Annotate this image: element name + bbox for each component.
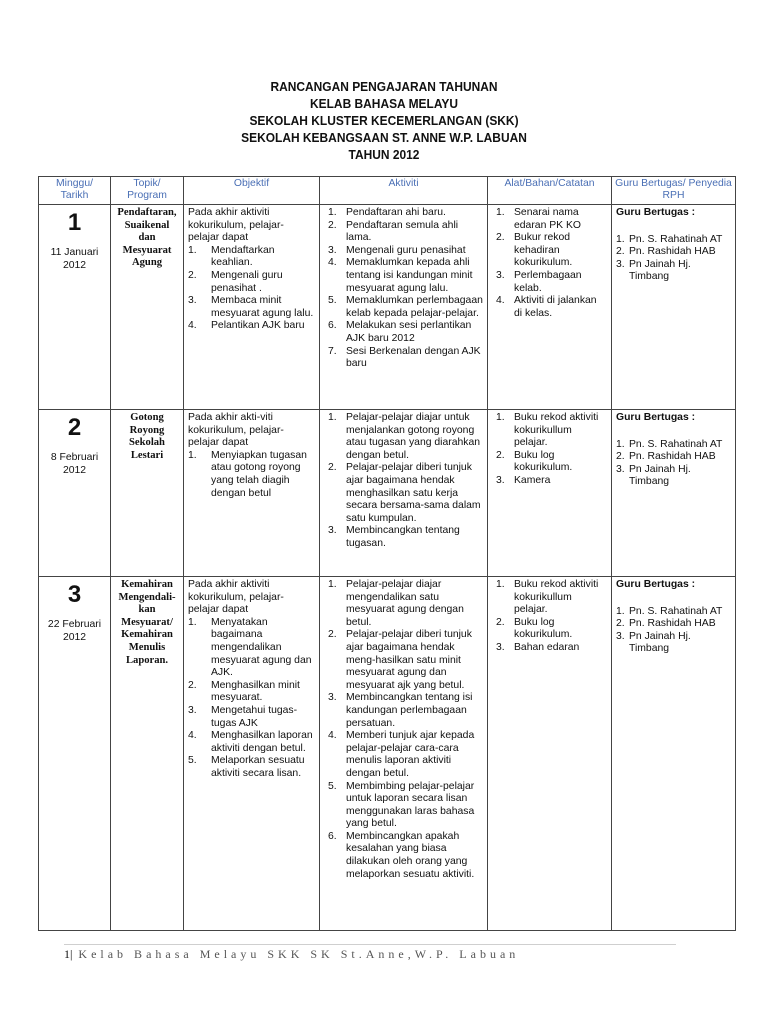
header-objektif: Objektif [184, 177, 320, 205]
title-line-2: KELAB BAHASA MELAYU [310, 96, 458, 111]
list-item [324, 692, 483, 730]
list-item [616, 439, 731, 452]
header-minggu: Minggu/ Tarikh [39, 177, 111, 205]
header-aktiviti: Aktiviti [320, 177, 488, 205]
list-item [324, 462, 483, 525]
item-text: Mengenali guru penasihat [346, 244, 466, 256]
table-row [39, 205, 736, 410]
item-number: 3. [188, 295, 197, 307]
list-item [616, 246, 731, 259]
item-number: 1. [496, 579, 505, 590]
objective-cell [184, 205, 320, 410]
mat-list [492, 579, 607, 655]
item-text: Memaklumkan perlembagaan kelab kepada pelajar-pelajar. [346, 295, 483, 319]
act-list [324, 579, 483, 881]
item-number: 1. [616, 438, 625, 450]
item-text: Menyatakan bagaimana mengendalikan mesyuarat agung dan AJK. [211, 616, 312, 679]
list-item [492, 207, 607, 232]
obj-list [188, 617, 315, 781]
item-number: 1. [328, 579, 337, 590]
item-number: 3. [496, 641, 505, 653]
item-text: Membaca minit mesyuarat agung lalu. [211, 295, 314, 319]
item-number: 5. [188, 755, 197, 767]
item-number: 2. [328, 629, 337, 641]
item-text: Pelajar-pelajar diajar mengendalikan satu mesyuarat agung dengan betul. [346, 579, 464, 628]
item-number: 4. [188, 320, 197, 332]
list-item [324, 257, 483, 295]
week-number: 2 [67, 414, 82, 441]
item-text: Perlembagaan kelab. [514, 269, 582, 294]
teacher-label: Guru Bertugas : [616, 412, 696, 423]
item-number: 2. [328, 219, 337, 231]
table-header-row [39, 177, 736, 205]
list-item [324, 346, 483, 371]
list-item [492, 295, 607, 320]
list-item [616, 451, 731, 464]
item-number: 3. [496, 269, 505, 281]
week-date: 22 Februari 2012 [47, 619, 102, 643]
list-item [616, 631, 731, 656]
teacher-cell [612, 410, 736, 577]
item-number: 2. [188, 269, 197, 281]
list-item [324, 730, 483, 780]
item-text: Pn Jainah Hj. Timbang [629, 630, 691, 655]
objective-intro: Pada akhir aktiviti kokurikulum, pelajar-pelajar dapat [188, 207, 284, 244]
item-number: 1. [188, 449, 197, 461]
list-item [324, 245, 483, 258]
header-guru: Guru Bertugas/ Penyedia RPH [612, 177, 736, 205]
item-text: Pendaftaran semula ahli lama. [346, 219, 459, 244]
item-text: Pn. S. Rahatinah AT [629, 605, 723, 617]
item-number: 3. [328, 244, 337, 256]
teacher-label: Guru Bertugas : [616, 579, 696, 590]
item-number: 1. [616, 233, 625, 245]
page-footer [64, 947, 519, 962]
list-item [616, 464, 731, 489]
material-cell [488, 410, 612, 577]
list-item [188, 730, 315, 755]
list-item [492, 450, 607, 475]
item-number: 3. [616, 463, 625, 475]
material-cell [488, 577, 612, 931]
activity-cell [320, 410, 488, 577]
list-item [188, 320, 315, 333]
item-number: 2. [496, 232, 505, 244]
item-text: Menghasilkan minit mesyuarat. [211, 679, 300, 704]
item-number: 5. [328, 780, 337, 792]
item-text: Membincangkan tentang isi kandungan perlembagaan persatuan. [346, 692, 473, 729]
item-number: 3. [328, 525, 337, 537]
week-number: 1 [67, 209, 82, 236]
item-text: Pn. Rashidah HAB [629, 451, 716, 463]
item-text: Sesi Berkenalan dengan AJK baru [346, 345, 481, 370]
list-item [188, 617, 315, 680]
topic-cell: Kemahiran Mengendali-kan Mesyuarat/ Kemahiran Menulis Laporan. [111, 577, 184, 931]
item-text: Menghasilkan laporan aktiviti dengan betul. [211, 730, 313, 754]
teacher-cell [612, 577, 736, 931]
list-item [324, 295, 483, 320]
item-text: Pn. S. Rahatinah AT [629, 438, 723, 450]
objective-cell [184, 577, 320, 931]
teacher-label: Guru Bertugas : [616, 207, 696, 218]
guru-list [616, 439, 731, 489]
list-item [616, 606, 731, 619]
title-line-5: TAHUN 2012 [348, 147, 420, 162]
item-number: 1. [188, 244, 197, 256]
item-number: 3. [616, 258, 625, 270]
item-text: Bahan edaran [514, 641, 580, 653]
week-cell [39, 205, 111, 410]
list-item [188, 705, 315, 730]
plan-table [38, 176, 736, 931]
week-cell [39, 577, 111, 931]
page-number: 1 [64, 947, 70, 961]
teacher-cell [612, 205, 736, 410]
list-item [324, 579, 483, 629]
list-item [324, 781, 483, 831]
obj-list [188, 245, 315, 333]
week-date: 11 Januari 2012 [50, 247, 99, 271]
list-item [324, 525, 483, 550]
item-number: 4. [328, 257, 337, 269]
list-item [324, 320, 483, 345]
item-text: Pn. S. Rahatinah AT [629, 233, 723, 245]
week-number: 3 [67, 581, 82, 608]
list-item [188, 755, 315, 780]
item-number: 6. [328, 830, 337, 842]
list-item [324, 220, 483, 245]
list-item [492, 412, 607, 450]
item-text: Pn. Rashidah HAB [629, 618, 716, 630]
item-text: Membincangkan tentang tugasan. [346, 525, 460, 549]
obj-list [188, 450, 315, 500]
item-text: Menyiapkan tugasan atau gotong royong yang telah diagih dengan betul [211, 449, 307, 499]
item-number: 1. [496, 207, 505, 218]
list-item [188, 295, 315, 320]
item-text: Buku rekod aktiviti kokurikullum pelajar. [514, 412, 599, 449]
guru-list [616, 606, 731, 656]
item-number: 2. [328, 462, 337, 474]
list-item [492, 270, 607, 295]
header-alat: Alat/Bahan/Catatan [488, 177, 612, 205]
activity-cell [320, 577, 488, 931]
item-text: Membincangkan apakah kesalahan yang biasa dilakukan oleh orang yang melaporkan sesuatu aktiviti. [346, 830, 475, 880]
item-text: Memberi tunjuk ajar kepada pelajar-pelajar cara-cara menulis laporan aktiviti dengan betul. [346, 730, 475, 779]
list-item [324, 207, 483, 220]
title-line-3: SEKOLAH KLUSTER KECEMERLANGAN (SKK) [249, 113, 519, 128]
title-line-1: RANCANGAN PENGAJARAN TAHUNAN [270, 79, 498, 94]
material-cell [488, 205, 612, 410]
list-item [492, 475, 607, 488]
item-text: Buku log kokurikulum. [514, 616, 573, 641]
item-text: Pelajar-pelajar diajar untuk menjalankan gotong royong atau tugasan yang diarahkan dengan betul. [346, 412, 481, 461]
activity-cell [320, 205, 488, 410]
list-item [492, 617, 607, 642]
list-item [188, 450, 315, 500]
item-number: 3. [328, 692, 337, 704]
item-number: 2. [496, 449, 505, 461]
list-item [492, 232, 607, 270]
table-row [39, 577, 736, 931]
item-number: 4. [496, 295, 505, 307]
list-item [324, 831, 483, 881]
topic-cell: Gotong Royong Sekolah Lestari [111, 410, 184, 577]
item-number: 1. [188, 616, 197, 628]
item-number: 1. [328, 412, 337, 423]
list-item [616, 234, 731, 247]
item-text: Mengetahui tugas-tugas AJK [211, 704, 298, 729]
week-date: 8 Februari 2012 [50, 452, 99, 476]
item-number: 2. [616, 246, 625, 258]
objective-intro: Pada akhir aktiviti kokurikulum, pelajar-pelajar dapat [188, 579, 284, 616]
item-number: 1. [616, 605, 625, 617]
item-text: Memaklumkan kepada ahli tentang isi kandungan minit mesyuarat agung lalu. [346, 257, 473, 294]
item-number: 3. [496, 474, 505, 486]
list-item [324, 412, 483, 462]
document-title [0, 78, 768, 163]
item-text: Buku rekod aktiviti kokurikullum pelajar. [514, 579, 599, 616]
header-topik: Topik/ Program [111, 177, 184, 205]
title-line-4: SEKOLAH KEBANGSAAN ST. ANNE W.P. LABUAN [241, 130, 527, 145]
list-item [188, 270, 315, 295]
item-text: Melaporkan sesuatu aktiviti secara lisan. [211, 755, 305, 779]
mat-list [492, 412, 607, 488]
item-number: 7. [328, 345, 337, 357]
item-text: Mengenali guru penasihat . [211, 269, 283, 294]
topic-cell: Pendaftaran, Suaikenal dan Mesyuarat Agung [111, 205, 184, 410]
item-number: 4. [188, 730, 197, 742]
item-text: Buku log kokurikulum. [514, 449, 573, 474]
item-number: 4. [328, 730, 337, 742]
footer-text: Kelab Bahasa Melayu SKK SK St.Anne,W.P. Labuan [78, 947, 520, 961]
item-number: 2. [188, 679, 197, 691]
item-text: Pelajar-pelajar diberi tunjuk ajar bagaimana hendak meng-hasilkan satu minit mesyuarat agung dan mesyuarat ajk yang betul. [346, 629, 472, 691]
item-text: Pn Jainah Hj. Timbang [629, 258, 691, 283]
list-item [616, 618, 731, 631]
list-item [616, 259, 731, 284]
week-cell [39, 410, 111, 577]
guru-list [616, 234, 731, 284]
item-number: 3. [188, 704, 197, 716]
list-item [188, 245, 315, 270]
table-row [39, 410, 736, 577]
item-text: Pendaftaran ahi baru. [346, 207, 446, 218]
item-number: 3. [616, 630, 625, 642]
item-text: Pelantikan AJK baru [211, 320, 305, 332]
list-item [492, 579, 607, 617]
item-text: Mendaftarkan keahlian. [211, 244, 275, 269]
item-number: 1. [328, 207, 337, 218]
mat-list [492, 207, 607, 320]
list-item [492, 642, 607, 655]
objective-cell [184, 410, 320, 577]
act-list [324, 207, 483, 371]
item-text: Melakukan sesi perlantikan AJK baru 2012 [346, 320, 472, 344]
item-number: 2. [616, 451, 625, 463]
item-text: Bukur rekod kehadiran kokurikulum. [514, 232, 573, 269]
item-number: 2. [496, 616, 505, 628]
objective-intro: Pada akhir akti-viti kokurikulum, pelajar-pelajar dapat [188, 412, 284, 449]
item-number: 5. [328, 295, 337, 307]
item-number: 6. [328, 320, 337, 332]
footer-separator: | [70, 947, 73, 961]
list-item [188, 680, 315, 705]
item-text: Membimbing pelajar-pelajar untuk laporan secara lisan menggunakan laras bahasa yang betul. [346, 780, 475, 830]
item-text: Pn. Rashidah HAB [629, 246, 716, 258]
item-text: Aktiviti di jalankan di kelas. [514, 295, 597, 319]
footer-divider [64, 944, 676, 945]
list-item [324, 629, 483, 692]
item-text: Pn Jainah Hj. Timbang [629, 463, 691, 488]
item-text: Senarai nama edaran PK KO [514, 207, 582, 231]
item-text: Kamera [514, 474, 551, 486]
item-number: 1. [496, 412, 505, 423]
item-text: Pelajar-pelajar diberi tunjuk ajar bagaimana hendak menghasilkan satu kerja secara bersama-sama dalam satu kumpulan. [346, 462, 481, 524]
item-number: 2. [616, 618, 625, 630]
act-list [324, 412, 483, 551]
